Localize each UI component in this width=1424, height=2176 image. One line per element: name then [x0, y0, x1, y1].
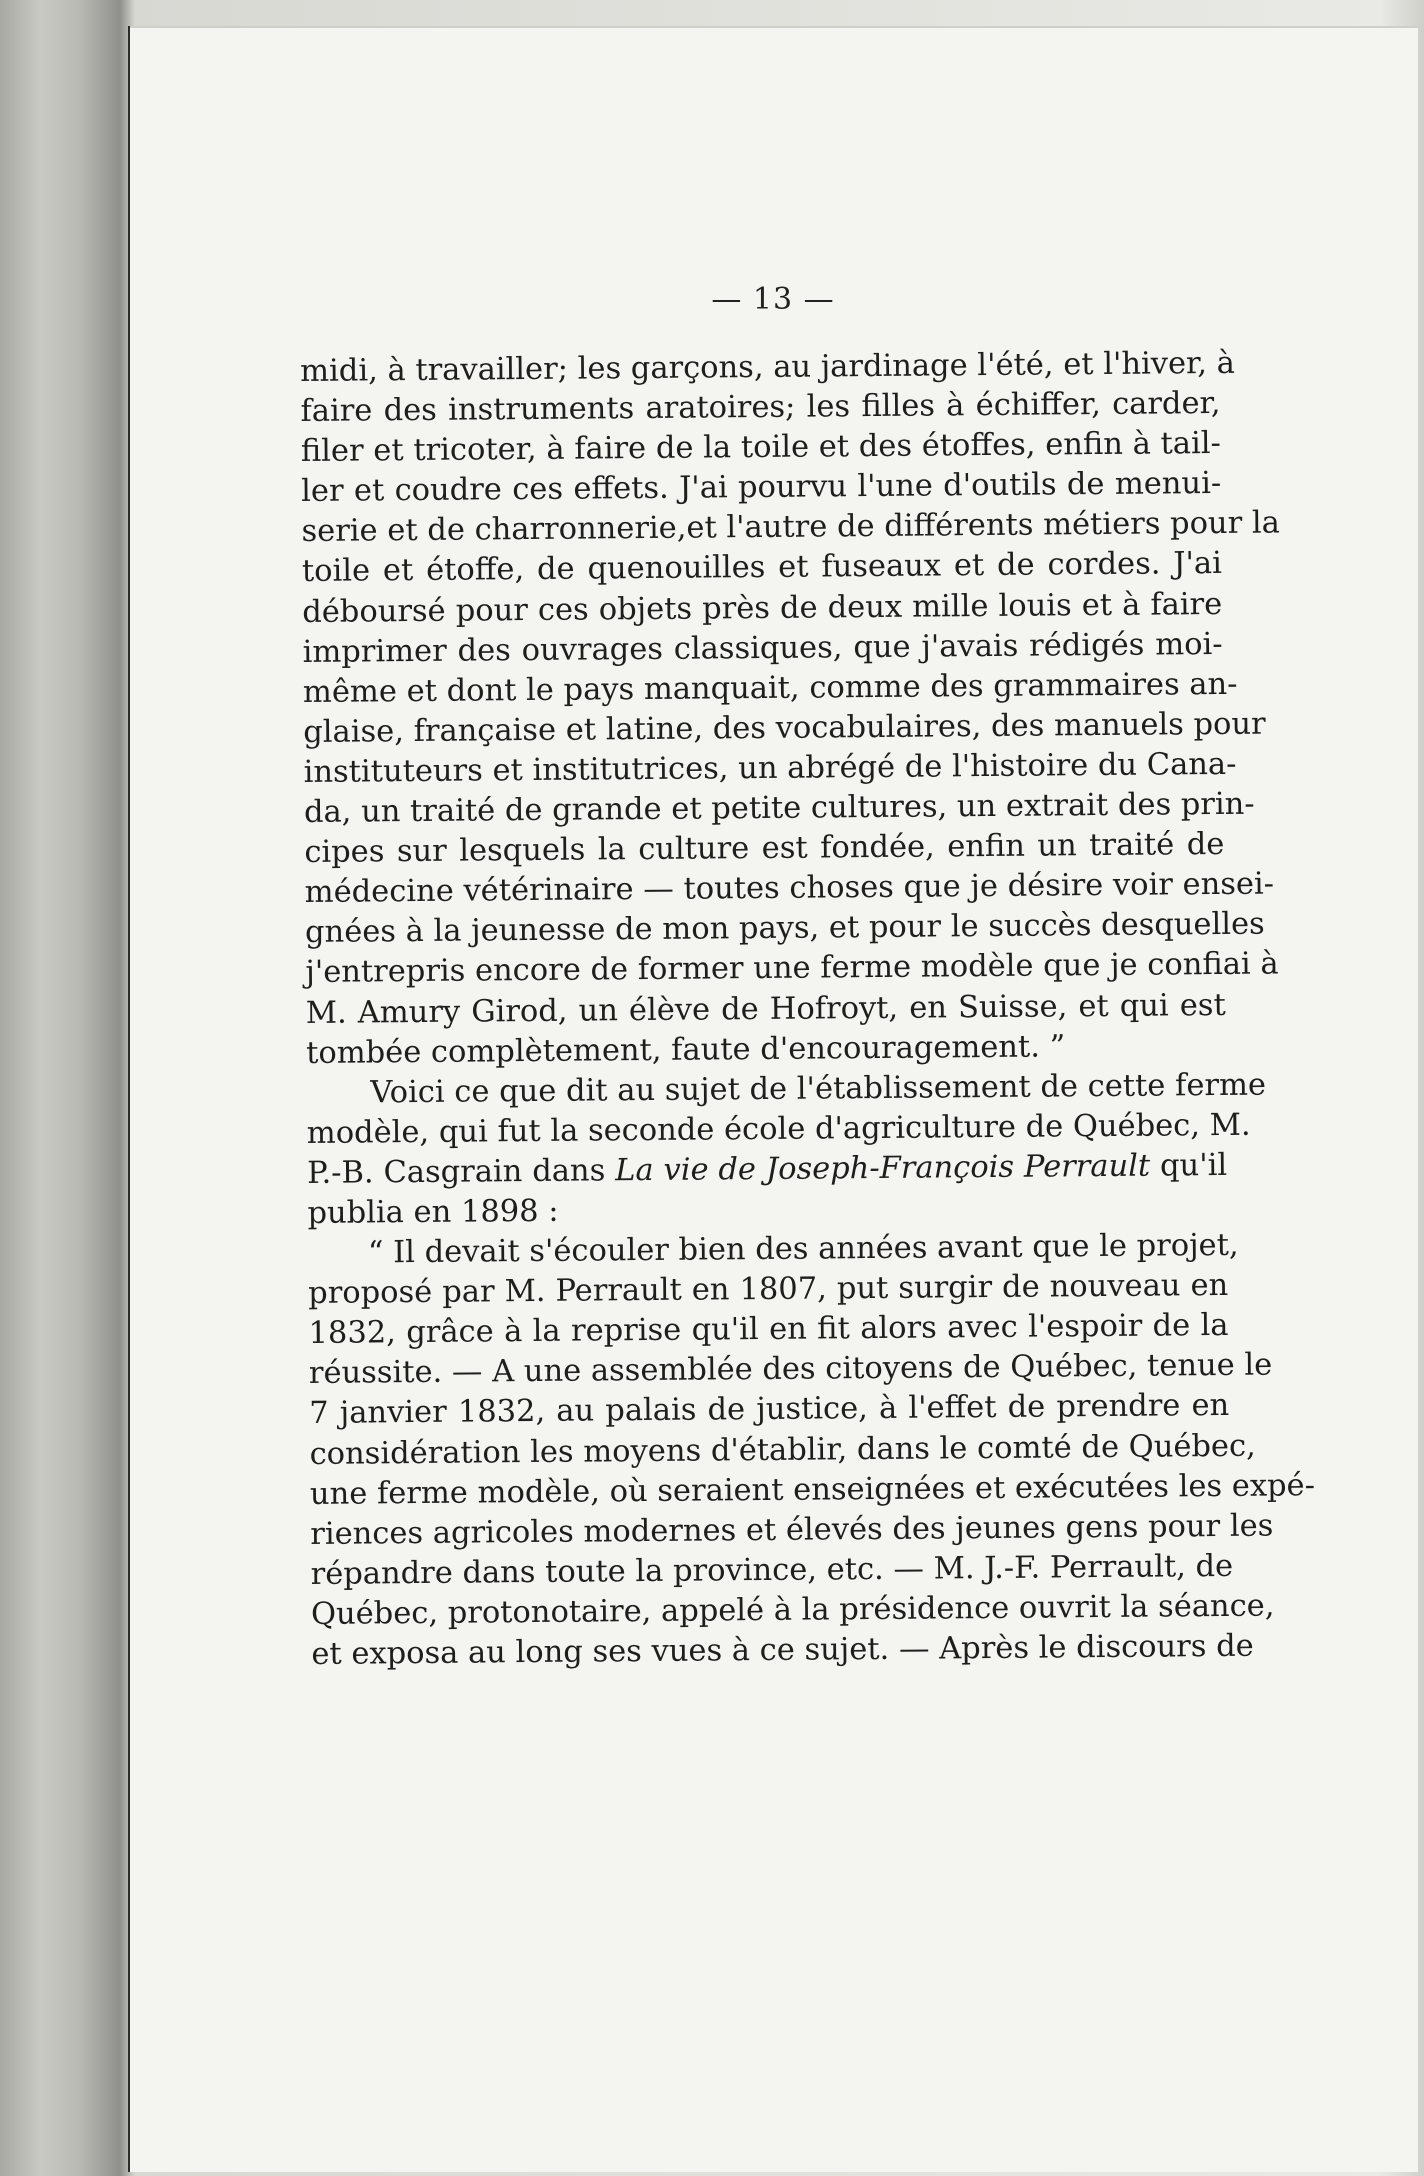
- text-line: gnées à la jeunesse de mon pays, et pour le succès desquelles: [304, 906, 1265, 951]
- text-segment: P.-B. Casgrain dans: [307, 1153, 616, 1191]
- text-line: Voici ce que dit au sujet de l'établissement de cette ferme: [370, 1067, 1267, 1111]
- paragraph-1: [300, 344, 1280, 1074]
- text-line: une ferme modèle, où seraient enseignées et exécutées les expé-: [309, 1467, 1316, 1512]
- text-line: déboursé pour ces objets près de deux mille louis et à faire: [302, 586, 1223, 630]
- text-line: da, un traité de grande et petite cultures, un extrait des prin-: [303, 786, 1255, 831]
- text-line: instituteurs et institutrices, un abrégé de l'histoire du Cana-: [303, 746, 1237, 790]
- text-line: médecine vétérinaire — toutes choses que je désire voir ensei-: [304, 866, 1275, 911]
- text-line: Québec, protonotaire, appelé à la présidence ouvrit la séance,: [310, 1588, 1275, 1632]
- text-line: j'entrepris encore de former une ferme modèle que je confiai à: [305, 946, 1279, 991]
- text-line: serie et de charronnerie,et l'autre de différents métiers pour la: [301, 505, 1280, 550]
- body-text: [300, 344, 1316, 1675]
- text-line: considération les moyens d'établir, dans le comté de Québec,: [309, 1428, 1256, 1472]
- text-line: faire des instruments aratoires; les filles à échiffer, carder,: [300, 386, 1221, 430]
- text-line: tombée complètement, faute d'encouragement. ”: [305, 1028, 1066, 1071]
- text-line: réussite. — A une assemblée des citoyens de Québec, tenue le: [308, 1347, 1273, 1392]
- text-line: ler et coudre ces effets. J'ai pourvu l'une d'outils de menui-: [301, 466, 1222, 510]
- text-line: cipes sur lesquels la culture est fondée, enfin un traité de: [304, 827, 1225, 871]
- text-line: 1832, grâce à la reprise qu'il en fit alors avec l'espoir de la: [308, 1308, 1229, 1352]
- text-segment: qu'il: [1150, 1147, 1228, 1184]
- text-line: [307, 1146, 1227, 1194]
- text-line: imprimer des ouvrages classiques, que j'avais rédigés moi-: [302, 626, 1223, 670]
- text-line: proposé par M. Perrault en 1807, put surgir de nouveau en: [308, 1268, 1229, 1312]
- text-line: publia en 1898 :: [307, 1193, 559, 1231]
- text-line: même et dont le pays manquait, comme des grammaires an-: [302, 666, 1238, 710]
- book-title: La vie de Joseph-François Perrault: [615, 1148, 1151, 1189]
- text-line: “ Il devait s'écouler bien des années avant que le projet,: [367, 1227, 1239, 1271]
- text-line: répandre dans toute la province, etc. — M. J.-F. Perrault, de: [310, 1548, 1234, 1592]
- text-line: et exposa au long ses vues à ce sujet. — Après le discours de: [311, 1628, 1254, 1672]
- text-line: glaise, française et latine, des vocabulaires, des manuels pour: [303, 706, 1266, 750]
- paragraph-3-quotation: [308, 1226, 1316, 1675]
- page-number: — 13 —: [711, 282, 835, 317]
- text-line: filer et tricoter, à faire de la toile et des étoffes, enfin à tail-: [300, 426, 1221, 470]
- text-line: riences agricoles modernes et élevés des jeunes gens pour les: [310, 1508, 1274, 1552]
- text-line: 7 janvier 1832, au palais de justice, à l'effet de prendre en: [309, 1388, 1230, 1432]
- text-line: M. Amury Girod, un élève de Hofroyt, en Suisse, et qui est: [305, 987, 1226, 1031]
- text-line: midi, à travailler; les garçons, au jardinage l'été, et l'hiver, à: [300, 345, 1236, 389]
- paragraph-2: [306, 1066, 1267, 1234]
- text-line: modèle, qui fut la seconde école d'agriculture de Québec, M.: [306, 1107, 1251, 1151]
- text-line: toile et étoffe, de quenouilles et fuseaux et de cordes. J'ai: [301, 546, 1223, 590]
